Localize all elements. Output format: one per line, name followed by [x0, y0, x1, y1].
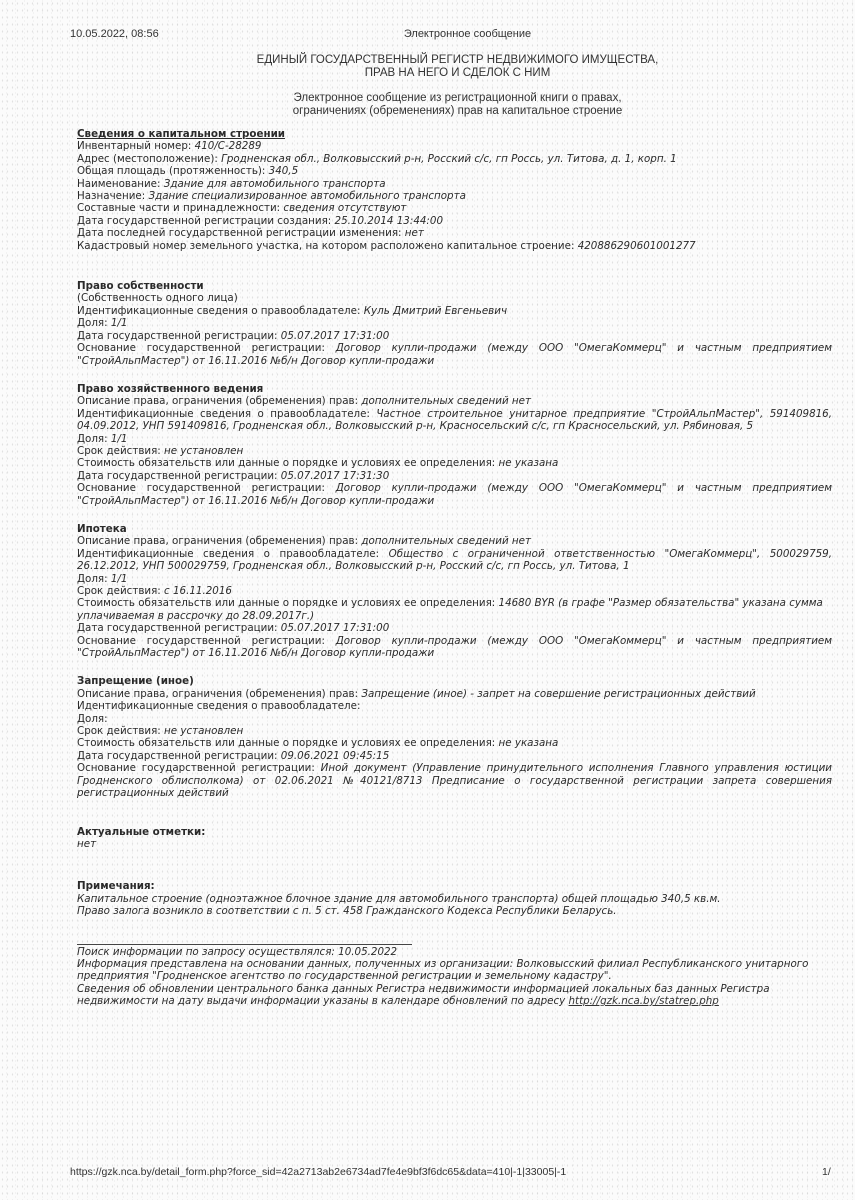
- source-info: Информация представлена на основании данных, полученных из организации: Волковысский филиал Республиканского унитарного предприятия "Гродненское агентство по государственной регистрации и земельному кадастру".: [77, 957, 809, 983]
- field-row: [77, 330, 832, 342]
- field-row: [77, 548, 832, 573]
- field-label: Дата государственной регистрации создания:: [77, 214, 335, 227]
- field-value: Иной документ (Управление принудительного исполнения Главного управления юстиции Гродненского облисполкома) от 02.06.2021 №40121/8713 Предписание о государственной регистрации запрета совершения регистрационных действий: [77, 762, 833, 800]
- field-value: не установлен: [164, 444, 244, 457]
- field-row: [77, 190, 832, 202]
- field-row: [77, 700, 832, 712]
- field-row: [77, 292, 832, 304]
- field-row: [77, 227, 832, 239]
- field-label: Дата государственной регистрации:: [77, 749, 281, 762]
- document-body: [77, 128, 832, 1008]
- field-row: [77, 317, 832, 329]
- field-row: [77, 408, 832, 433]
- field-label: Срок действия:: [77, 585, 165, 597]
- field-row: [77, 140, 832, 152]
- field-label: Наименование:: [77, 177, 164, 190]
- field-row: [77, 535, 832, 547]
- field-value: Здание для автомобильного транспорта: [163, 177, 386, 190]
- section-ownership: [77, 280, 832, 367]
- field-value: не установлен: [164, 725, 244, 738]
- field-row: [77, 433, 832, 445]
- field-row: [77, 470, 832, 482]
- section-rows: [77, 688, 832, 800]
- field-value: 14680 BYR (в графе "Размер обязательства" указана сумма уплачиваемая в рассрочку до 28.09.2017г.): [77, 597, 823, 622]
- field-row: [77, 622, 832, 634]
- field-label: Адрес (местоположение):: [77, 152, 222, 165]
- field-label: Кадастровый номер земельного участка, на котором расположено капитальное строение:: [77, 239, 578, 252]
- field-label: (Собственность одного лица): [77, 292, 238, 305]
- field-label: Основание государственной регистрации:: [77, 482, 336, 495]
- field-row: [77, 305, 832, 317]
- field-value: Общество с ограниченной ответственностью "ОмегаКоммерц", 500029759, 26.12.2012, УНП 500029759, Гродненская обл., Волковысский р-н, Росский с/с, гп Россь, ул. Титова, 1: [77, 547, 832, 573]
- section-title: Запрещение (иное): [77, 675, 194, 688]
- field-value: 410/С-28289: [194, 140, 262, 153]
- field-row: [77, 688, 832, 700]
- field-row: [77, 342, 832, 367]
- field-value: сведения отсутствуют: [283, 202, 407, 215]
- field-label: Основание государственной регистрации:: [77, 342, 336, 355]
- section-prohibition: [77, 675, 832, 799]
- print-doc-type: Электронное сообщение: [403, 28, 532, 40]
- field-label: Доля:: [77, 432, 111, 445]
- field-row: [77, 585, 832, 597]
- field-value: 1/1: [110, 432, 128, 445]
- field-value: с 16.11.2016: [164, 585, 232, 597]
- field-value: дополнительных сведений нет: [361, 395, 531, 408]
- field-label: Дата государственной регистрации:: [77, 622, 281, 635]
- field-value: Здание специализированное автомобильного транспорта: [148, 190, 466, 203]
- field-label: Доля:: [77, 317, 111, 330]
- field-row: [77, 713, 832, 725]
- field-value: Гродненская обл., Волковысский р-н, Росский с/с, гп Россь, ул. Титова, д. 1, корп. 1: [221, 152, 677, 165]
- field-label: Дата государственной регистрации:: [77, 329, 281, 342]
- current-marks-value: нет: [77, 837, 97, 850]
- field-row: [77, 635, 832, 660]
- section-building: [77, 128, 832, 252]
- field-label: Основание государственной регистрации:: [77, 634, 336, 647]
- search-date: Поиск информации по запросу осуществлялся: 10.05.2022: [77, 945, 398, 958]
- field-label: Дата государственной регистрации:: [77, 469, 281, 482]
- section-title: Право хозяйственного ведения: [77, 382, 264, 395]
- field-value: 1/1: [110, 317, 128, 330]
- section-title: Сведения о капитальном строении: [77, 128, 286, 140]
- field-value: 340,5: [268, 165, 299, 178]
- field-row: [77, 178, 832, 190]
- field-label: Основание государственной регистрации:: [77, 762, 321, 775]
- field-row: [77, 725, 832, 737]
- field-row: [77, 457, 832, 469]
- field-row: [77, 573, 832, 585]
- field-label: Срок действия:: [77, 725, 165, 738]
- field-row: [77, 202, 832, 214]
- field-label: Идентификационные сведения о правообладателе:: [77, 700, 361, 713]
- field-row: [77, 165, 832, 177]
- update-info: [77, 983, 832, 1008]
- section-rows: [77, 395, 832, 507]
- document-title-line-2: ПРАВ НА НЕГО И СДЕЛОК С НИМ: [364, 67, 551, 79]
- field-row: [77, 597, 832, 622]
- section-title: Ипотека: [77, 522, 127, 535]
- field-row: [77, 445, 832, 457]
- field-label: Описание права, ограничения (обременения) прав:: [77, 687, 362, 700]
- field-value: Договор купли-продажи (между ООО "ОмегаКоммерц" и частным предприятием "СтройАльпМастер") от 16.11.2016 №б/н Договор купли-продажи: [77, 634, 833, 660]
- section-title: Актуальные отметки:: [77, 825, 206, 838]
- field-label: Описание права, ограничения (обременения) прав:: [77, 395, 362, 408]
- note-line: Капитальное строение (одноэтажное блочное здание для автомобильного транспорта) общей площадью 340,5 кв.м.: [77, 892, 721, 905]
- field-row: [77, 762, 832, 799]
- document-title-line-1: ЕДИНЫЙ ГОСУДАРСТВЕННЫЙ РЕГИСТР НЕДВИЖИМОГО ИМУЩЕСТВА,: [256, 54, 659, 66]
- page-number: 1/: [822, 1166, 831, 1178]
- field-row: [77, 737, 832, 749]
- document-title: [0, 54, 855, 80]
- field-value: не указана: [498, 457, 559, 470]
- field-row: [77, 215, 832, 227]
- field-value: Запрещение (иное) - запрет на совершение регистрационных действий: [361, 687, 756, 700]
- section-title: Право собственности: [77, 280, 204, 293]
- field-row: [77, 750, 832, 762]
- field-label: Назначение:: [77, 190, 149, 203]
- field-label: Описание права, ограничения (обременения) прав:: [77, 535, 362, 548]
- print-datetime: 10.05.2022, 08:56: [70, 28, 159, 40]
- section-current-marks: [77, 826, 832, 851]
- field-value: 1/1: [110, 572, 128, 585]
- field-value: 05.07.2017 17:31:00: [280, 329, 390, 342]
- section-mortgage: [77, 523, 832, 659]
- field-label: Идентификационные сведения о правообладателе:: [77, 304, 364, 317]
- field-label: Доля:: [77, 572, 111, 585]
- section-rows: [77, 535, 832, 659]
- field-label: Идентификационные сведения о правообладателе:: [77, 407, 377, 420]
- field-label: Срок действия:: [77, 444, 165, 457]
- statrep-link[interactable]: http://gzk.nca.by/statrep.php: [568, 995, 719, 1008]
- update-info-text: Сведения об обновлении центрального банка данных Регистра недвижимости информацией локальных баз данных Регистра недвижимости на дату выдачи информации указаны в календаре обновлений по адресу: [77, 982, 770, 1008]
- field-label: Стоимость обязательств или данные о порядке и условиях ее определения:: [77, 457, 499, 470]
- field-value: Частное строительное унитарное предприятие "СтройАльпМастер", 591409816, 04.09.2012, УНП 591409816, Гродненская обл., Волковысский р-н, Красносельский с/с, гп Красносельский, ул. Рябиновая, 5: [77, 407, 832, 433]
- section-notes: [77, 880, 832, 917]
- field-value: 05.07.2017 17:31:30: [280, 469, 390, 482]
- field-label: Стоимость обязательств или данные о порядке и условиях ее определения:: [77, 737, 499, 750]
- field-value: Куль Дмитрий Евгеньевич: [363, 304, 508, 317]
- section-economic-right: [77, 383, 832, 507]
- field-label: Доля:: [77, 712, 108, 725]
- document-subtitle-line-2: ограничениях (обременениях) прав на капитальное строение: [292, 104, 623, 117]
- field-row: [77, 395, 832, 407]
- field-value: не указана: [498, 737, 559, 750]
- field-label: Инвентарный номер:: [77, 140, 195, 153]
- document-subtitle-line-1: Электронное сообщение из регистрационной книги о правах,: [293, 92, 622, 104]
- field-value: 25.10.2014 13:44:00: [334, 214, 444, 227]
- footer-divider: [77, 944, 412, 945]
- field-row: [77, 240, 832, 252]
- field-value: Договор купли-продажи (между ООО "ОмегаКоммерц" и частным предприятием "СтройАльпМастер") от 16.11.2016 №б/н Договор купли-продажи: [77, 342, 833, 367]
- field-row: [77, 153, 832, 165]
- field-value: 05.07.2017 17:31:00: [280, 622, 390, 635]
- field-label: Составные части и принадлежности:: [77, 202, 284, 215]
- info-footer: [77, 944, 832, 1008]
- document-subtitle: [0, 92, 855, 117]
- note-line: Право залога возникло в соответствии с п. 5 ст. 458 Гражданского Кодекса Республики Беларусь.: [77, 905, 617, 918]
- section-title: Примечания:: [77, 880, 155, 893]
- field-value: нет: [404, 227, 424, 240]
- field-row: [77, 482, 832, 507]
- section-rows: [77, 292, 832, 366]
- field-label: Идентификационные сведения о правообладателе:: [77, 547, 389, 560]
- page-url: https://gzk.nca.by/detail_form.php?force_sid=42a2713ab2e6734ad7fe4e9bf3f6dc65&data=410|-1|33005|-1: [70, 1166, 567, 1178]
- field-value: 420886290601001277: [577, 239, 696, 252]
- field-value: Договор купли-продажи (между ООО "ОмегаКоммерц" и частным предприятием "СтройАльпМастер") от 16.11.2016 №б/н Договор купли-продажи: [77, 482, 833, 507]
- field-label: Дата последней государственной регистрации изменения:: [77, 227, 405, 240]
- field-label: Общая площадь (протяженность):: [77, 165, 269, 178]
- section-rows: [77, 140, 832, 252]
- field-label: Стоимость обязательств или данные о порядке и условиях ее определения:: [77, 597, 499, 610]
- field-value: 09.06.2021 09:45:15: [280, 749, 390, 762]
- field-value: дополнительных сведений нет: [361, 535, 531, 548]
